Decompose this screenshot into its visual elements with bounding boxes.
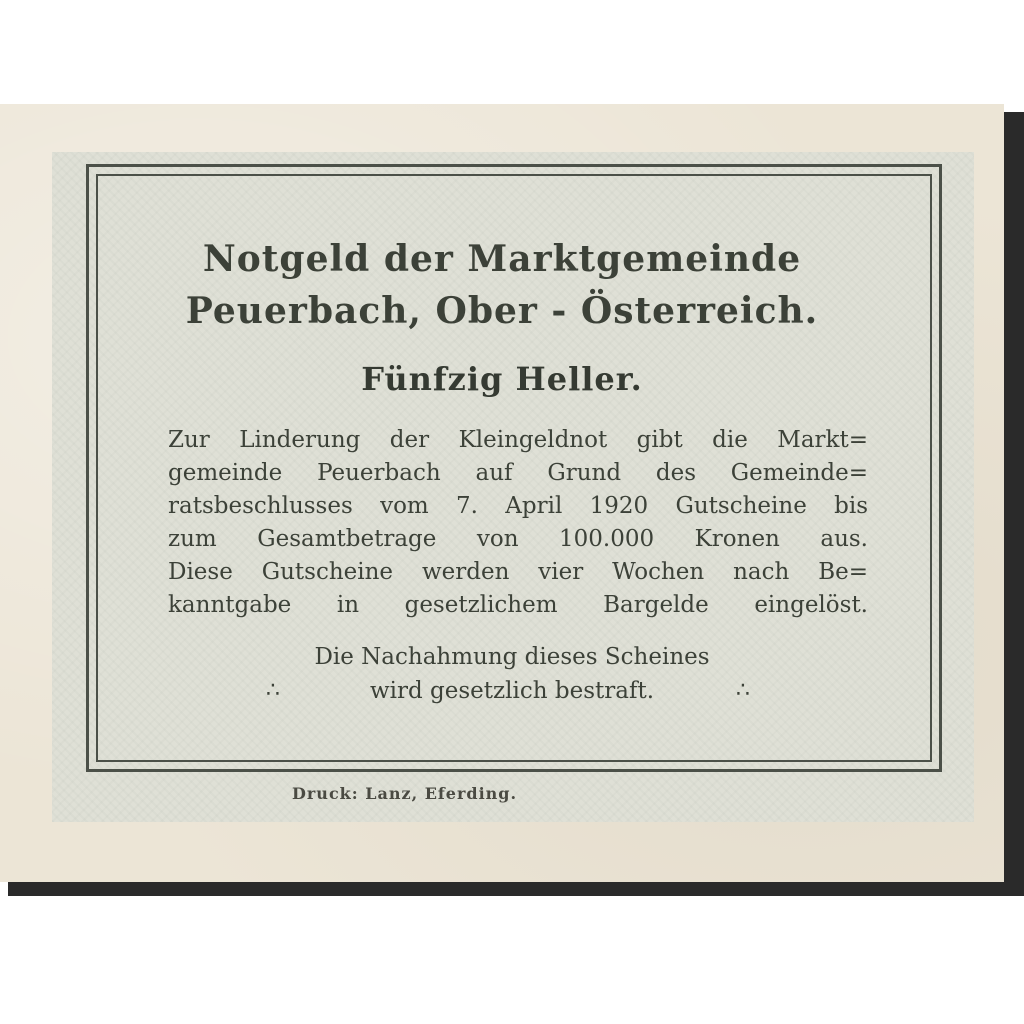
- ornament-dots-left: ∴: [266, 678, 280, 703]
- banknote: [0, 104, 1004, 882]
- paragraph-line: Zur Linderung der Kleingeldnot gibt die Markt=: [168, 427, 868, 453]
- paragraph-line: kanntgabe in gesetzlichem Bargelde eingelöst.: [168, 592, 868, 618]
- ornament-dots-right: ∴: [736, 678, 750, 703]
- counterfeit-warning-line-1: Die Nachahmung dieses Scheines: [314, 644, 710, 670]
- decree-paragraph: [168, 424, 868, 622]
- counterfeit-warning-line-2: wird gesetzlich bestraft.: [369, 678, 655, 704]
- printer-imprint: Druck: Lanz, Eferding.: [292, 784, 518, 803]
- paragraph-line: ratsbeschlusses vom 7. April 1920 Gutscheine bis: [168, 493, 868, 519]
- title-line-2: Peuerbach, Ober - Österreich.: [185, 290, 819, 332]
- paragraph-line: zum Gesamtbetrage von 100.000 Kronen aus.: [168, 526, 868, 552]
- denomination: Fünfzig Heller.: [361, 360, 643, 398]
- title-line-1: Notgeld der Marktgemeinde: [202, 238, 802, 280]
- paragraph-line: Diese Gutscheine werden vier Wochen nach Be=: [168, 559, 868, 585]
- paragraph-line: gemeinde Peuerbach auf Grund des Gemeinde=: [168, 460, 868, 486]
